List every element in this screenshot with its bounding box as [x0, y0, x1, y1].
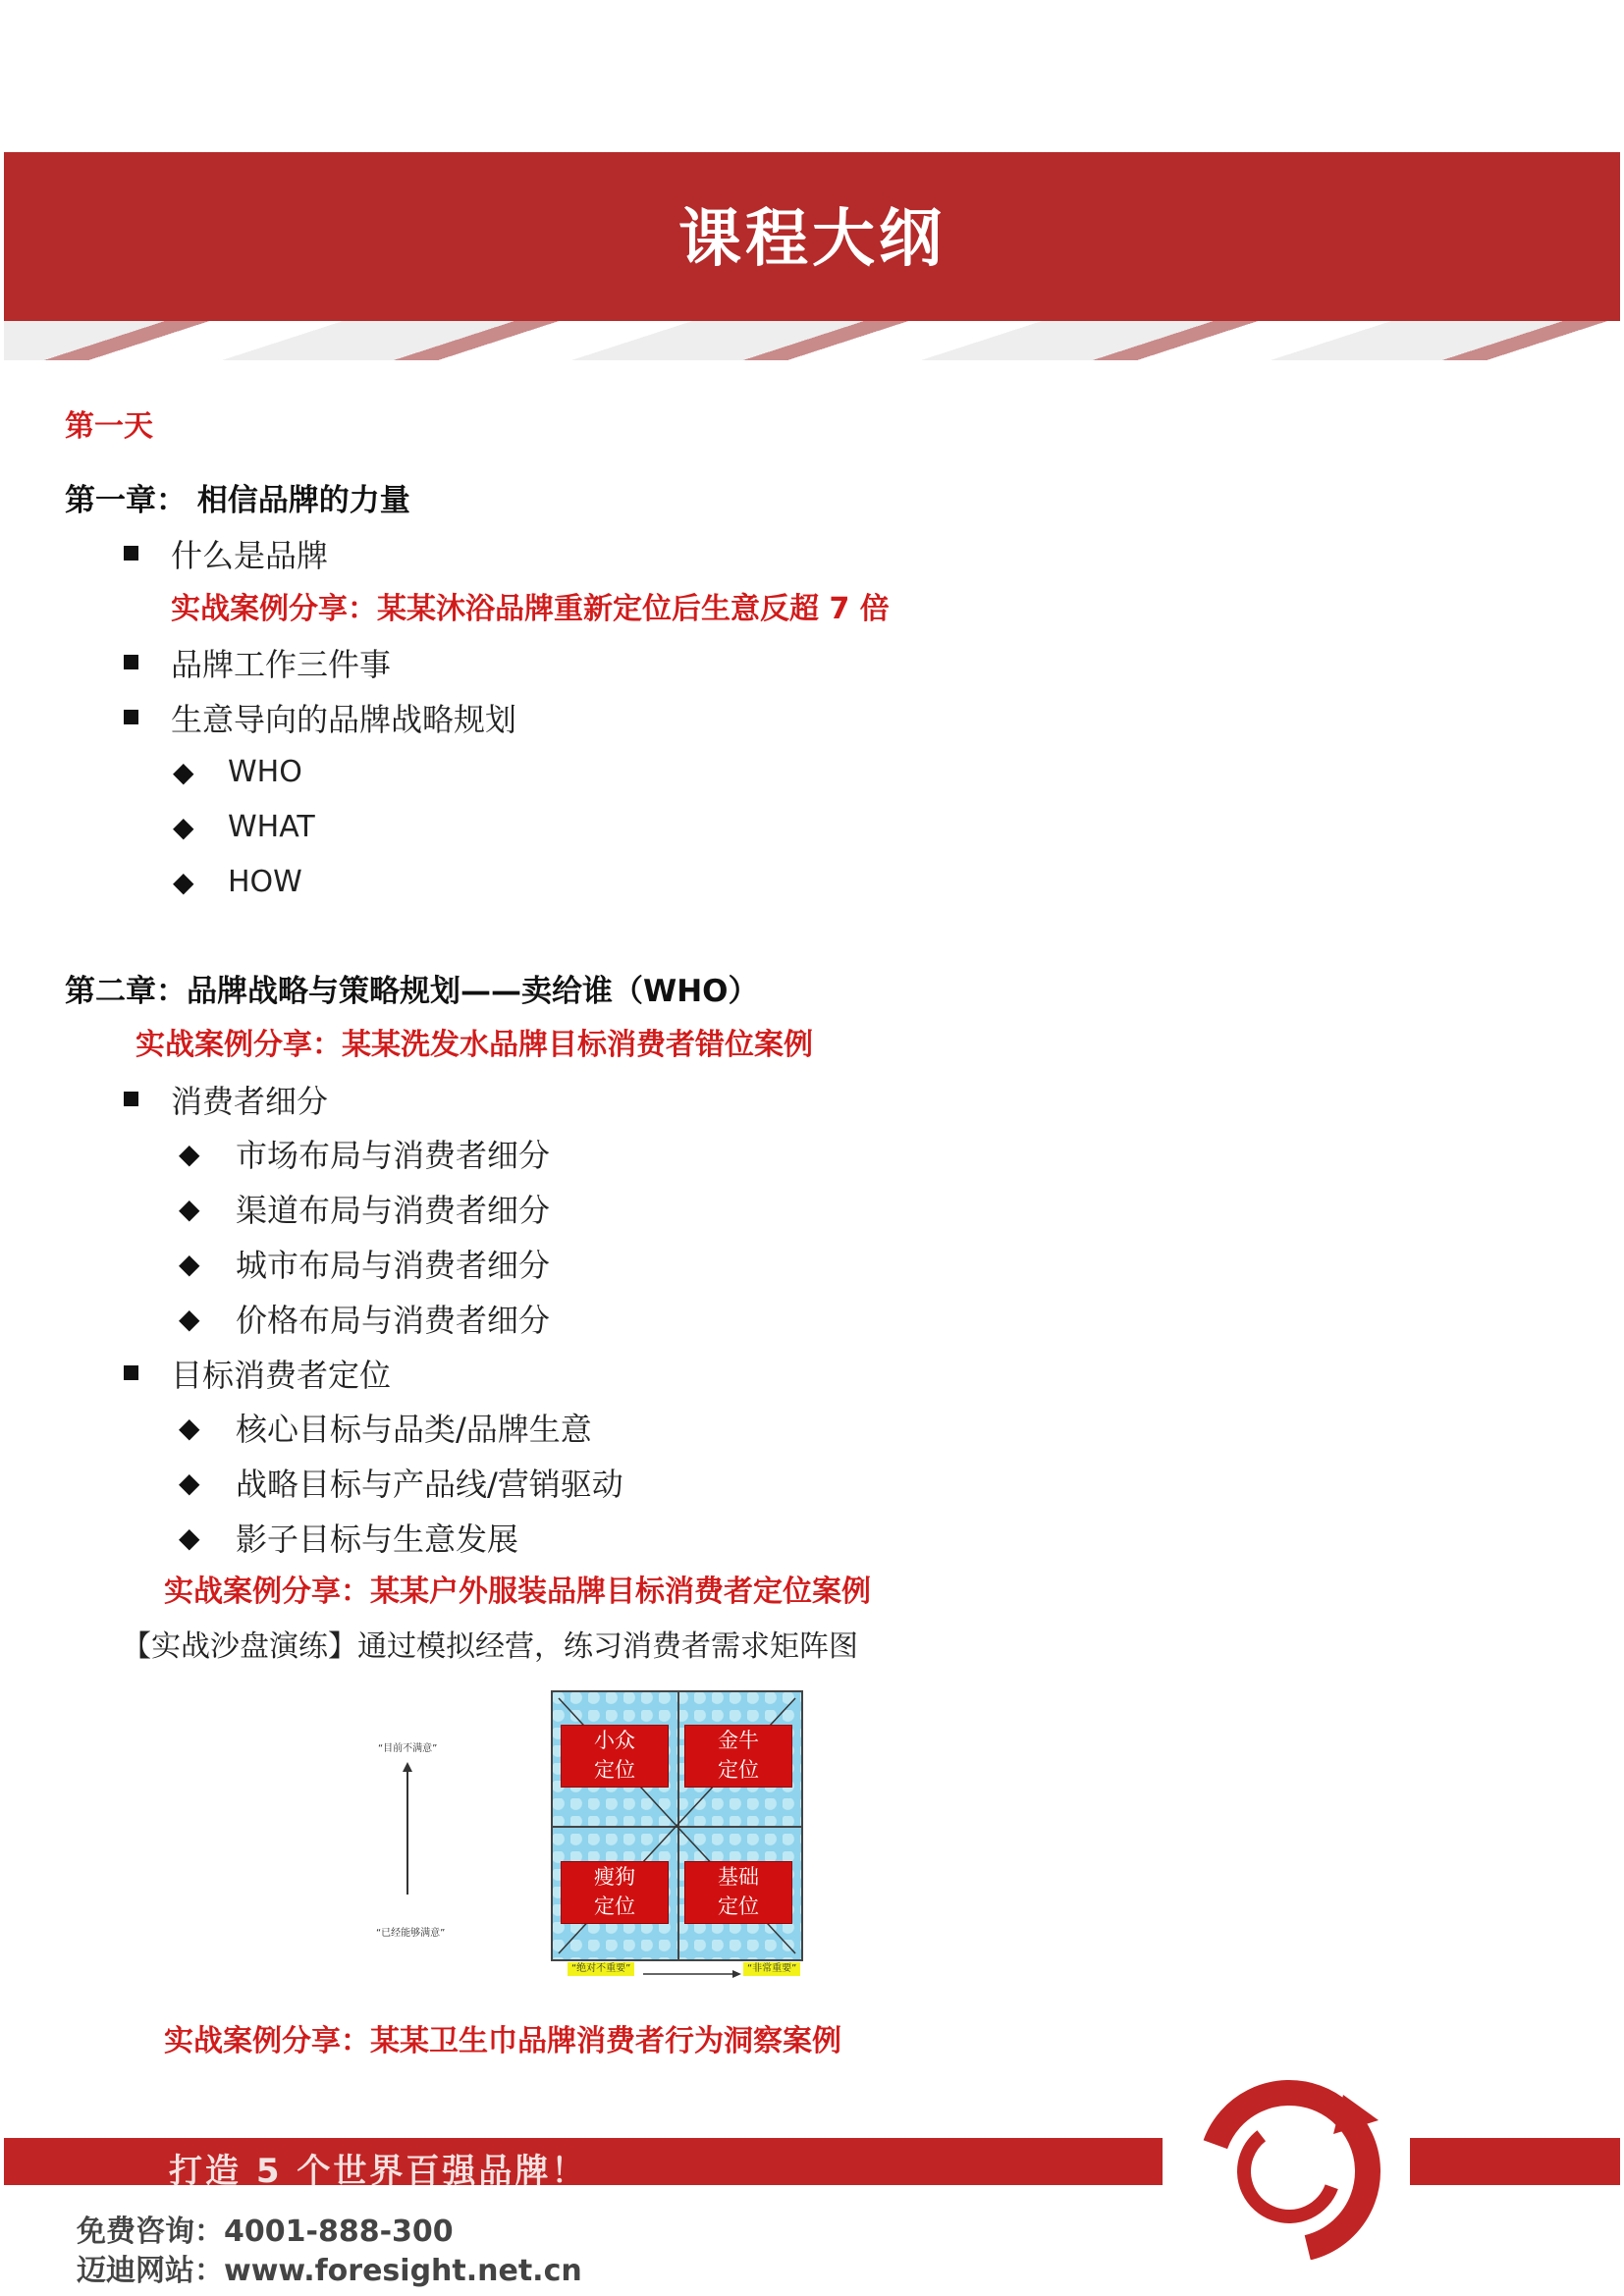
matrix-cell-cash-cow: 金牛 定位	[684, 1725, 792, 1788]
bullet-diamond: ◆	[179, 1522, 200, 1554]
bullet-diamond: ◆	[173, 866, 194, 898]
footer-phone: 免费咨询：4001-888-300	[77, 2215, 454, 2249]
sub-item: HOW	[228, 865, 302, 899]
case-study: 实战案例分享：某某户外服装品牌目标消费者定位案例	[164, 1575, 871, 1609]
chapter1-item: 品牌工作三件事	[171, 646, 392, 683]
bullet-diamond: ◆	[173, 756, 194, 788]
footer-slogan: 打造 5 个世界百强品牌！	[169, 2152, 588, 2191]
bullet-diamond: ◆	[179, 1412, 200, 1444]
chapter1-item: 什么是品牌	[171, 537, 329, 574]
x-axis-arrow	[643, 1968, 741, 1980]
bullet-diamond: ◆	[179, 1138, 200, 1170]
bullet-square	[124, 655, 138, 669]
footer-bar	[1410, 2138, 1620, 2185]
sub-item: 战略目标与产品线/营销驱动	[236, 1466, 623, 1503]
consumer-need-matrix	[551, 1690, 803, 1961]
sub-item: WHAT	[228, 810, 315, 844]
bullet-diamond: ◆	[179, 1248, 200, 1280]
bullet-diamond: ◆	[179, 1303, 200, 1335]
bullet-square	[124, 546, 138, 561]
case-study: 实战案例分享：某某洗发水品牌目标消费者错位案例	[135, 1028, 813, 1062]
exercise-text: 【实战沙盘演练】通过模拟经营，练习消费者需求矩阵图	[122, 1629, 858, 1664]
chapter2-title: 第二章：品牌战略与策略规划——卖给谁（WHO）	[65, 974, 759, 1009]
chapter1-title: 第一章： 相信品牌的力量	[65, 483, 410, 518]
matrix-cell-basic: 基础 定位	[684, 1861, 792, 1924]
case-study: 实战案例分享：某某沐浴品牌重新定位后生意反超 7 倍	[171, 592, 890, 626]
footer-website[interactable]: 迈迪网站：www.foresight.net.cn	[77, 2254, 582, 2288]
sub-item: 核心目标与品类/品牌生意	[236, 1411, 592, 1448]
case-study: 实战案例分享：某某卫生巾品牌消费者行为洞察案例	[164, 2024, 841, 2058]
sub-item: 价格布局与消费者细分	[236, 1302, 551, 1339]
foresight-logo-icon	[1196, 2073, 1382, 2260]
matrix-y-top-label: “目前不满意”	[378, 1743, 438, 1754]
sub-item: 渠道布局与消费者细分	[236, 1192, 551, 1229]
header-title: 课程大纲	[678, 203, 946, 276]
sub-item: 影子目标与生意发展	[236, 1521, 519, 1558]
chapter1-item: 生意导向的品牌战略规划	[171, 701, 517, 738]
day-label: 第一天	[65, 409, 153, 444]
matrix-y-bottom-label: “已经能够满意”	[376, 1928, 446, 1939]
matrix-cell-dog: 瘦狗 定位	[561, 1861, 669, 1924]
sub-item: 市场布局与消费者细分	[236, 1137, 551, 1174]
bullet-square	[124, 1092, 138, 1106]
section-heading: 消费者细分	[171, 1083, 329, 1120]
bullet-diamond: ◆	[179, 1193, 200, 1225]
sub-item: WHO	[228, 755, 302, 789]
section-heading: 目标消费者定位	[171, 1357, 392, 1394]
header-stripe	[4, 321, 1620, 360]
sub-item: 城市布局与消费者细分	[236, 1247, 551, 1284]
bullet-square	[124, 710, 138, 724]
matrix-cell-niche: 小众 定位	[561, 1725, 669, 1788]
matrix-x-left-label: “绝对不重要”	[568, 1962, 634, 1976]
y-axis-arrow	[398, 1762, 417, 1899]
bullet-diamond: ◆	[179, 1467, 200, 1499]
matrix-x-right-label: “非常重要”	[743, 1962, 800, 1976]
bullet-diamond: ◆	[173, 811, 194, 843]
bullet-square	[124, 1365, 138, 1380]
